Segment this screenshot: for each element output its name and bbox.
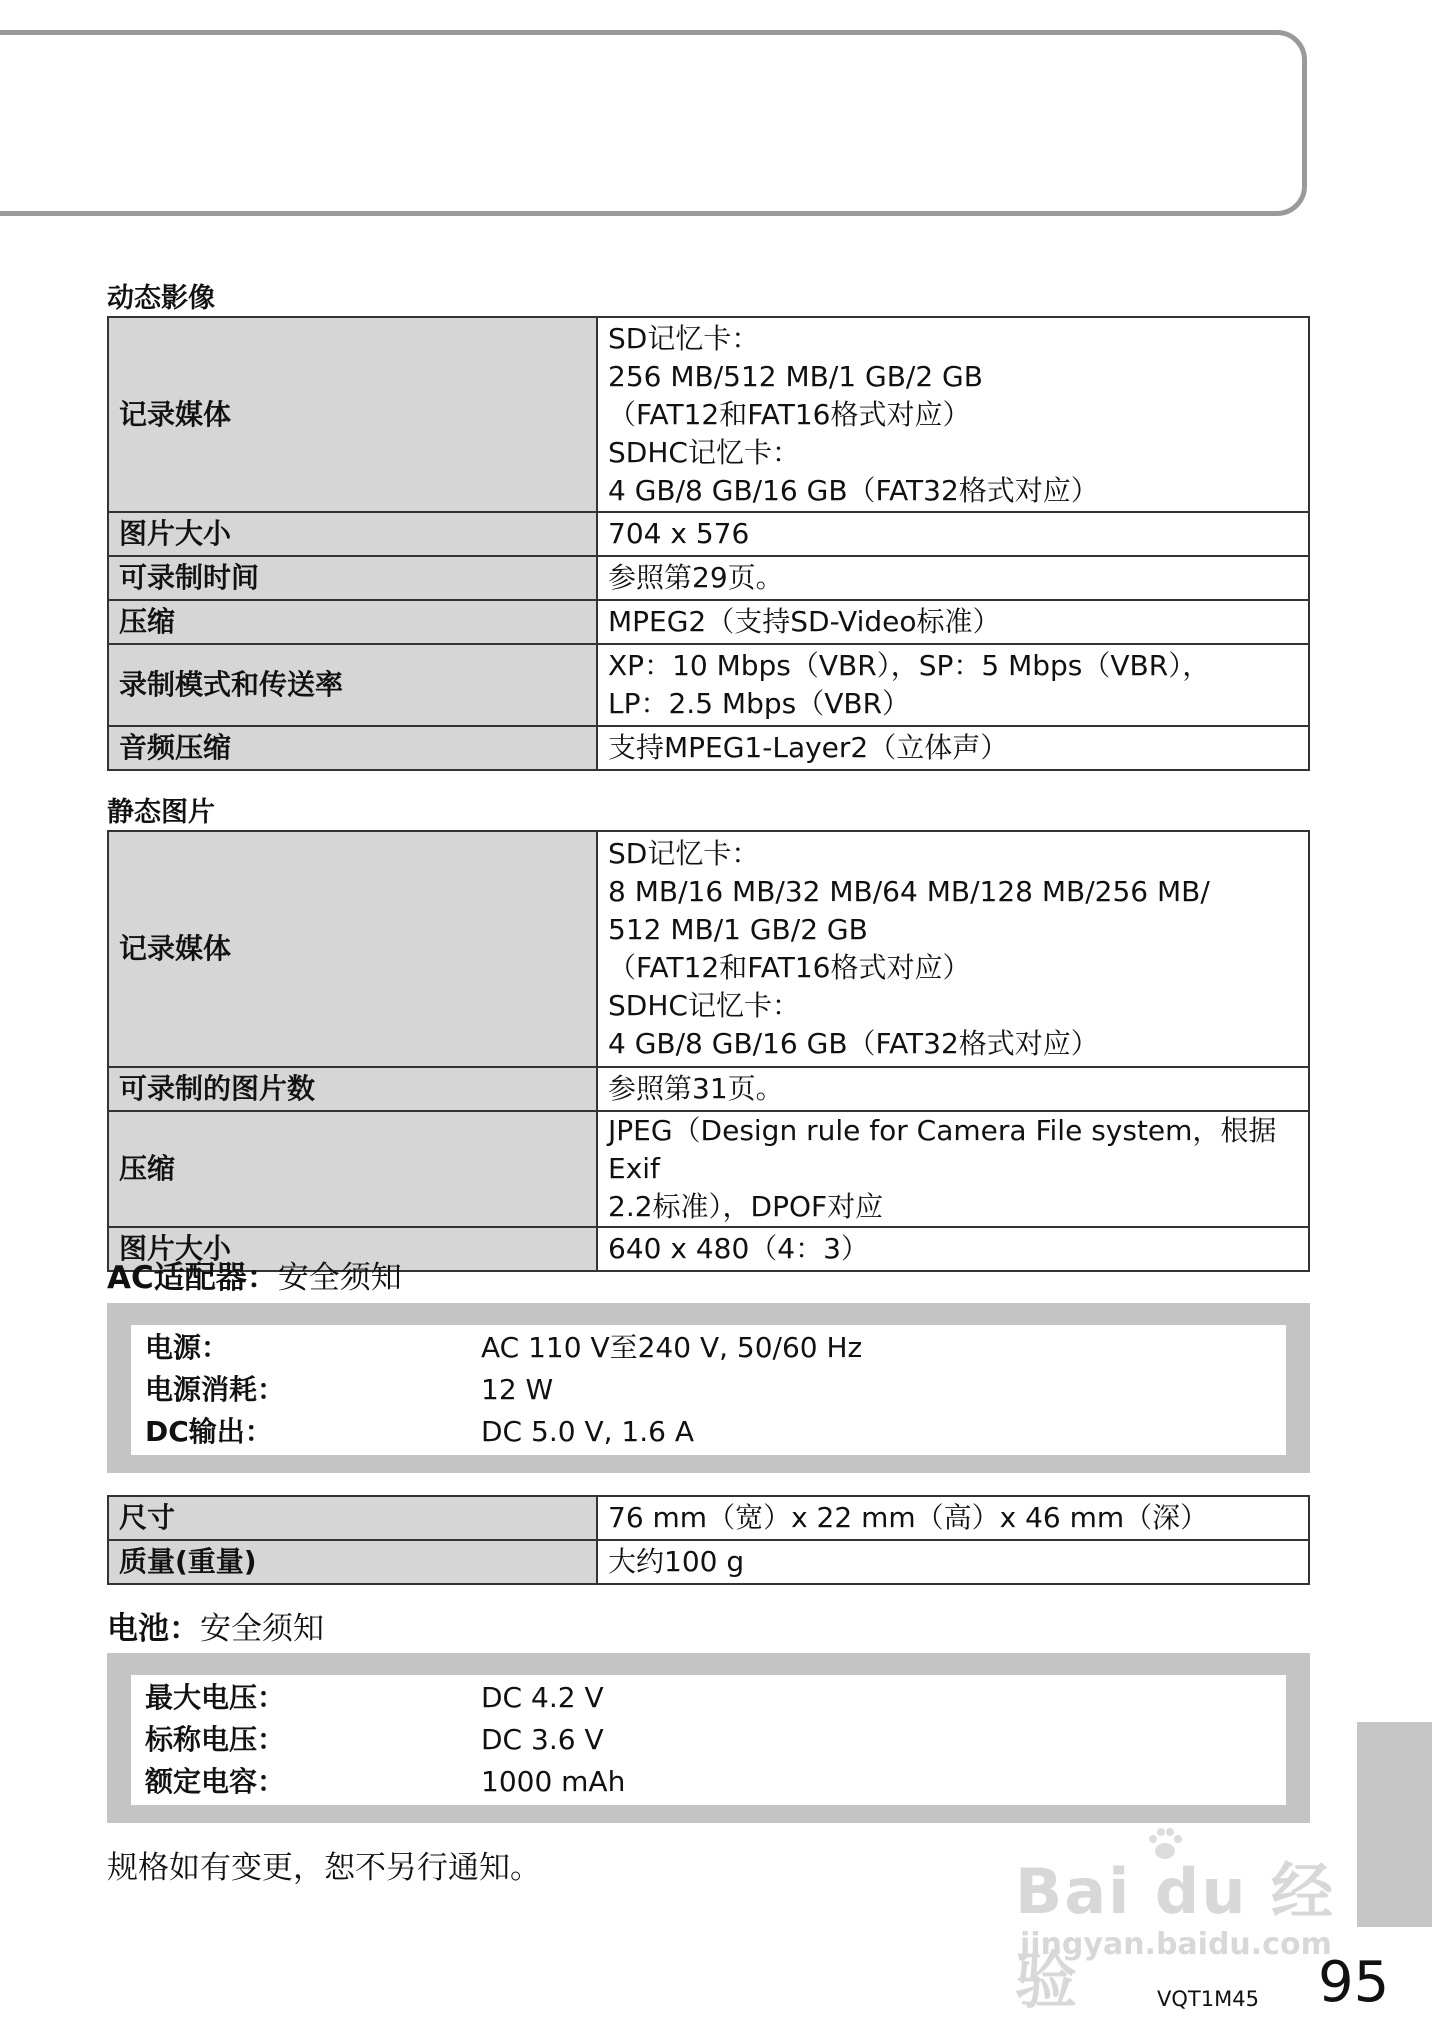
row-label: 可录制的图片数 — [108, 1067, 597, 1111]
still-spec-table — [107, 830, 1310, 1272]
value-line: 参照第31页。 — [608, 1072, 784, 1105]
battery-panel — [107, 1653, 1310, 1823]
table-row — [108, 1496, 1309, 1540]
row-value — [597, 831, 1309, 1067]
spec-label: 最大电压： — [145, 1681, 286, 1714]
row-value — [597, 1111, 1309, 1227]
side-tab — [1357, 1722, 1432, 1927]
dimensions-table — [107, 1495, 1310, 1585]
row-value — [597, 1496, 1309, 1540]
ac-adapter-title-bold: AC适配器： — [107, 1260, 278, 1296]
row-label: 录制模式和传送率 — [108, 644, 597, 726]
table-row — [108, 317, 1309, 512]
value-line: JPEG（Design rule for Camera File system，根据Exif — [608, 1114, 1277, 1185]
value-line: MPEG2（支持SD-Video标准） — [608, 605, 1001, 638]
row-value — [597, 556, 1309, 600]
page-number: 95 — [1318, 1950, 1390, 2015]
battery-title — [107, 1603, 324, 1648]
spec-value: DC 5.0 V, 1.6 A — [481, 1415, 694, 1448]
row-label: 图片大小 — [108, 512, 597, 556]
value-line: 256 MB/512 MB/1 GB/2 GB — [608, 359, 983, 393]
row-value — [597, 600, 1309, 644]
value-line: SDHC记忆卡： — [608, 989, 800, 1022]
value-line: SDHC记忆卡： — [608, 435, 800, 469]
value-line: 支持MPEG1-Layer2（立体声） — [608, 731, 1009, 764]
row-label: 压缩 — [108, 600, 597, 644]
watermark-url: jingyan.baidu.com — [1020, 1927, 1332, 1962]
row-value — [597, 1067, 1309, 1111]
table-row — [108, 644, 1309, 726]
table-row — [108, 556, 1309, 600]
ac-adapter-title — [107, 1252, 402, 1297]
row-label: 尺寸 — [108, 1496, 597, 1540]
spec-label: 电源消耗： — [145, 1373, 286, 1406]
header-frame — [0, 30, 1307, 216]
row-value — [597, 1540, 1309, 1584]
spec-value: 12 W — [481, 1373, 554, 1406]
table-row — [108, 1111, 1309, 1227]
value-line: 参照第29页。 — [608, 561, 784, 594]
table-row — [108, 1540, 1309, 1584]
movie-spec-table — [107, 316, 1310, 771]
spec-label: 标称电压： — [145, 1723, 286, 1756]
list-item — [131, 1411, 1286, 1453]
document-code: VQT1M45 — [1157, 1987, 1259, 2011]
value-line: SD记忆卡： — [608, 837, 760, 870]
spec-value: DC 4.2 V — [481, 1681, 604, 1714]
still-section-title: 静态图片 — [107, 797, 215, 828]
table-row — [108, 512, 1309, 556]
row-value — [597, 644, 1309, 726]
row-label: 可录制时间 — [108, 556, 597, 600]
table-row — [108, 726, 1309, 770]
spec-label: 额定电容： — [145, 1765, 286, 1798]
ac-adapter-panel — [107, 1303, 1310, 1473]
spec-value: 1000 mAh — [481, 1765, 626, 1798]
row-label: 记录媒体 — [108, 317, 597, 512]
spec-value: AC 110 V至240 V, 50/60 Hz — [481, 1331, 863, 1364]
table-row — [108, 1067, 1309, 1111]
row-label: 图片大小 — [108, 1227, 597, 1271]
spec-label: DC输出： — [145, 1415, 273, 1448]
row-value — [597, 726, 1309, 770]
value-line: 704 x 576 — [608, 517, 750, 550]
ac-adapter-title-rest: 安全须知 — [277, 1260, 402, 1296]
value-line: LP：2.5 Mbps（VBR） — [608, 687, 911, 720]
spec-value: DC 3.6 V — [481, 1723, 604, 1756]
spec-label: 电源： — [145, 1331, 230, 1364]
list-item — [131, 1327, 1286, 1369]
ac-adapter-panel-inner — [131, 1325, 1286, 1455]
table-row — [108, 600, 1309, 644]
row-label: 压缩 — [108, 1111, 597, 1227]
value-line: 4 GB/8 GB/16 GB（FAT32格式对应） — [608, 473, 1099, 507]
value-line: SD记忆卡： — [608, 321, 760, 355]
value-line: （FAT12和FAT16格式对应） — [608, 397, 971, 431]
value-line: 76 mm（宽）x 22 mm（高）x 46 mm（深） — [608, 1501, 1209, 1534]
movie-section-title: 动态影像 — [107, 283, 215, 314]
row-label: 记录媒体 — [108, 831, 597, 1067]
list-item — [131, 1761, 1286, 1803]
battery-panel-inner — [131, 1675, 1286, 1805]
battery-title-bold: 电池： — [107, 1611, 200, 1647]
row-label: 音频压缩 — [108, 726, 597, 770]
value-line: 512 MB/1 GB/2 GB — [608, 913, 868, 946]
value-line: 640 x 480（4：3） — [608, 1232, 869, 1265]
table-row — [108, 831, 1309, 1067]
value-line: XP：10 Mbps（VBR），SP：5 Mbps（VBR）， — [608, 649, 1211, 682]
list-item — [131, 1677, 1286, 1719]
row-value — [597, 512, 1309, 556]
value-line: （FAT12和FAT16格式对应） — [608, 951, 971, 984]
change-notice: 规格如有变更，恕不另行通知。 — [107, 1850, 541, 1886]
watermark-logo: Bai du 经验 — [1015, 1855, 1336, 2017]
value-line: 2.2标准），DPOF对应 — [608, 1190, 884, 1223]
battery-title-rest: 安全须知 — [200, 1611, 324, 1647]
row-value — [597, 1227, 1309, 1271]
value-line: 8 MB/16 MB/32 MB/64 MB/128 MB/256 MB/ — [608, 875, 1210, 908]
row-label: 质量(重量) — [108, 1540, 597, 1584]
row-value — [597, 317, 1309, 512]
list-item — [131, 1369, 1286, 1411]
value-line: 4 GB/8 GB/16 GB（FAT32格式对应） — [608, 1027, 1099, 1060]
list-item — [131, 1719, 1286, 1761]
value-line: 大约100 g — [608, 1545, 745, 1578]
